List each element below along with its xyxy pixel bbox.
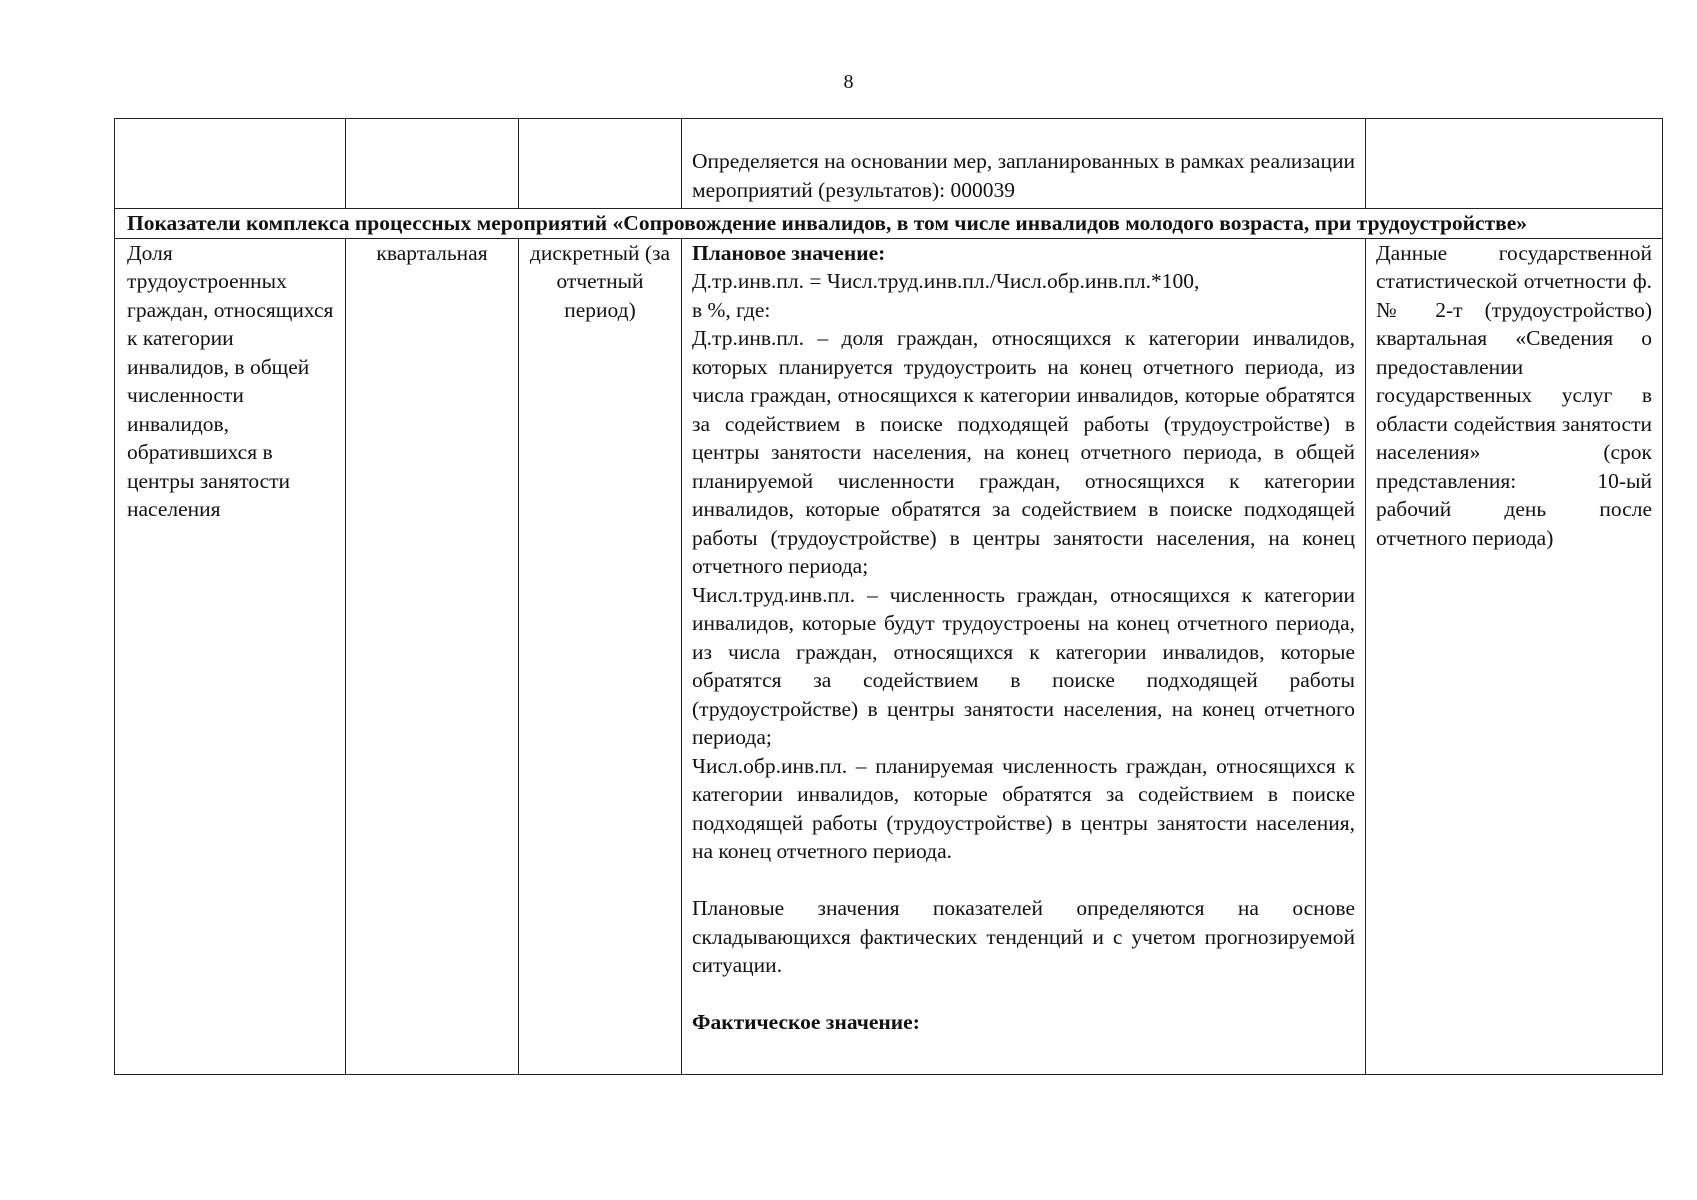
planned-heading: Плановое значение: [692,240,886,265]
unit-line: в %, где: [692,297,771,322]
definition-3: Числ.обр.инв.пл. – планируемая численность граждан, относящихся к категории инвалидов, которые обратятся за содействием в поиске подходящей работы (трудоустройстве) в центры занятости населения, на конец отчетного периода. [692,753,1355,863]
continuation-text: Определяется на основании мер, запланированных в рамках реализации мероприятий (результатов): 000039 [692,149,1355,202]
cell-formula-continuation [682,119,1366,209]
indicator-method [682,238,1366,1074]
indicator-type: дискретный (за отчетный период) [519,238,682,1074]
indicator-periodicity: квартальная [346,238,519,1074]
definition-2: Числ.труд.инв.пл. – численность граждан, относящихся к категории инвалидов, которые будут трудоустроены на конец отчетного периода, из числа граждан, относящихся к категории инвалидов, которые обратятся за содействием в поиске подходящей работы (трудоустройстве) в центры занятости населения, на конец отчетного периода; [692,582,1355,749]
spacer [692,980,1355,1009]
indicator-name: Доля трудоустроенных граждан, относящихся к категории инвалидов, в общей численности инвалидов, обратившихся в центры занятости населения [115,238,346,1074]
indicator-source: Данные государственной статистической отчетности ф. № 2-т (трудоустройство) квартальная «Сведения о предоставлении государственных услуг в области содействия занятости населения» (срок представления: 10-ый рабочий день после отчетного периода) [1366,238,1663,1074]
cell-empty-type [519,119,682,209]
page-number: 8 [843,71,854,93]
indicators-table [114,118,1663,1075]
section-header: Показатели комплекса процессных мероприятий «Сопровождение инвалидов, в том числе инвалидов молодого возраста, при трудоустройстве» [115,209,1663,239]
actual-heading: Фактическое значение: [692,1010,920,1034]
formula-line: Д.тр.инв.пл. = Числ.труд.инв.пл./Числ.обр.инв.пл.*100, [692,269,1200,293]
cell-empty-name [115,119,346,209]
planned-note: Плановые значения показателей определяются на основе складывающихся фактических тенденций и с учетом прогнозируемой ситуации. [692,896,1355,977]
spacer [692,866,1355,895]
definition-1: Д.тр.инв.пл. – доля граждан, относящихся к категории инвалидов, которых планируется трудоустроить на конец отчетного периода, из числа граждан, относящихся к категории инвалидов, которые обратятся за содействием в поиске подходящей работы (трудоустройстве) в центры занятости населения, на конец отчетного периода, в общей планируемой численности граждан, относящихся к категории инвалидов, которые обратятся за содействием в поиске подходящей работы (трудоустройстве) в центры занятости населения, на конец отчетного периода; [692,326,1355,578]
table-row-indicator [115,238,1663,1074]
table-row-continuation [115,119,1663,209]
table-row-section-header [115,209,1663,239]
cell-empty-periodicity [346,119,519,209]
cell-empty-source [1366,119,1663,209]
